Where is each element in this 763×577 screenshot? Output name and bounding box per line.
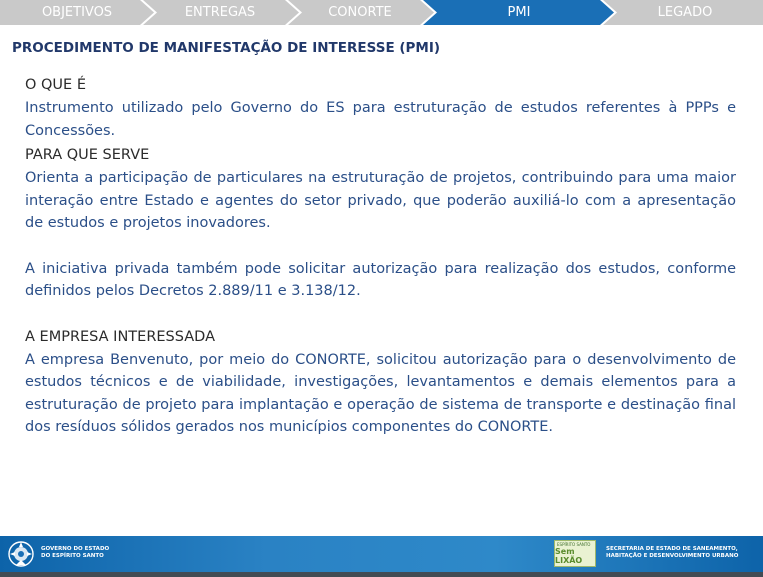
step-entregas[interactable]: ENTREGAS	[184, 5, 256, 20]
government-label	[41, 546, 109, 560]
section-title-empresa-interessada: A EMPRESA INTERESSADA	[25, 328, 215, 345]
secretaria-label-line2: HABITAÇÃO E DESENVOLVIMENTO URBANO	[606, 553, 739, 559]
section-text-para-que-serve: Orienta a participação de particulares na estruturação de projetos, contribuindo para uma maior interação entre Estado e agentes do setor privado, que poderão auxiliá-lo com a apresentação de estudos e projetos inovadores.	[25, 170, 736, 231]
section-title-para-que-serve: PARA QUE SERVE	[25, 147, 150, 163]
step-navigation	[0, 0, 763, 25]
section-text-empresa-interessada: A empresa Benvenuto, por meio do CONORTE, solicitou autorização para o desenvolvimento de estudos técnicos e de viabilidade, investigações, levantamentos e demais elementos para a estruturação de projeto para implantação e operação de sistema de transporte e destinação final dos resíduos sólidos gerados nos municípios componentes do CONORTE.	[25, 351, 736, 435]
footer-bar	[0, 536, 763, 572]
step-conorte[interactable]: CONORTE	[328, 5, 392, 20]
section-text-o-que-e: Instrumento utilizado pelo Governo do ES para estruturação de estudos referentes à PPPs e Concessões.	[25, 100, 736, 139]
secretaria-label	[606, 546, 756, 560]
secretaria-label-line1: SECRETARIA DE ESTADO DE SANEAMENTO,	[606, 546, 738, 552]
section-text-iniciativa-privada: A iniciativa privada também pode solicitar autorização para realização dos estudos, conforme definidos pelos Decretos 2.889/11 e 3.138/12.	[25, 260, 736, 299]
state-coat-of-arms-icon	[7, 539, 35, 569]
government-label-line1: GOVERNO DO ESTADO	[41, 546, 110, 552]
step-legado[interactable]: LEGADO	[657, 5, 713, 20]
step-pmi[interactable]: PMI	[507, 5, 531, 20]
sem-lixao-logo	[554, 540, 596, 567]
sem-lixao-logo-main: Sem LIXÃO	[555, 547, 583, 565]
section-title-o-que-e: O QUE É	[25, 77, 86, 93]
footer-bottom-strip	[0, 572, 763, 577]
sem-lixao-logo-top: ESPÍRITO SANTO	[557, 542, 591, 547]
content-area	[25, 75, 736, 439]
page-title: PROCEDIMENTO DE MANIFESTAÇÃO DE INTERESSE (PMI)	[12, 40, 441, 56]
government-label-line2: DO ESPÍRITO SANTO	[41, 553, 104, 559]
step-objetivos[interactable]: OBJETIVOS	[41, 5, 113, 20]
